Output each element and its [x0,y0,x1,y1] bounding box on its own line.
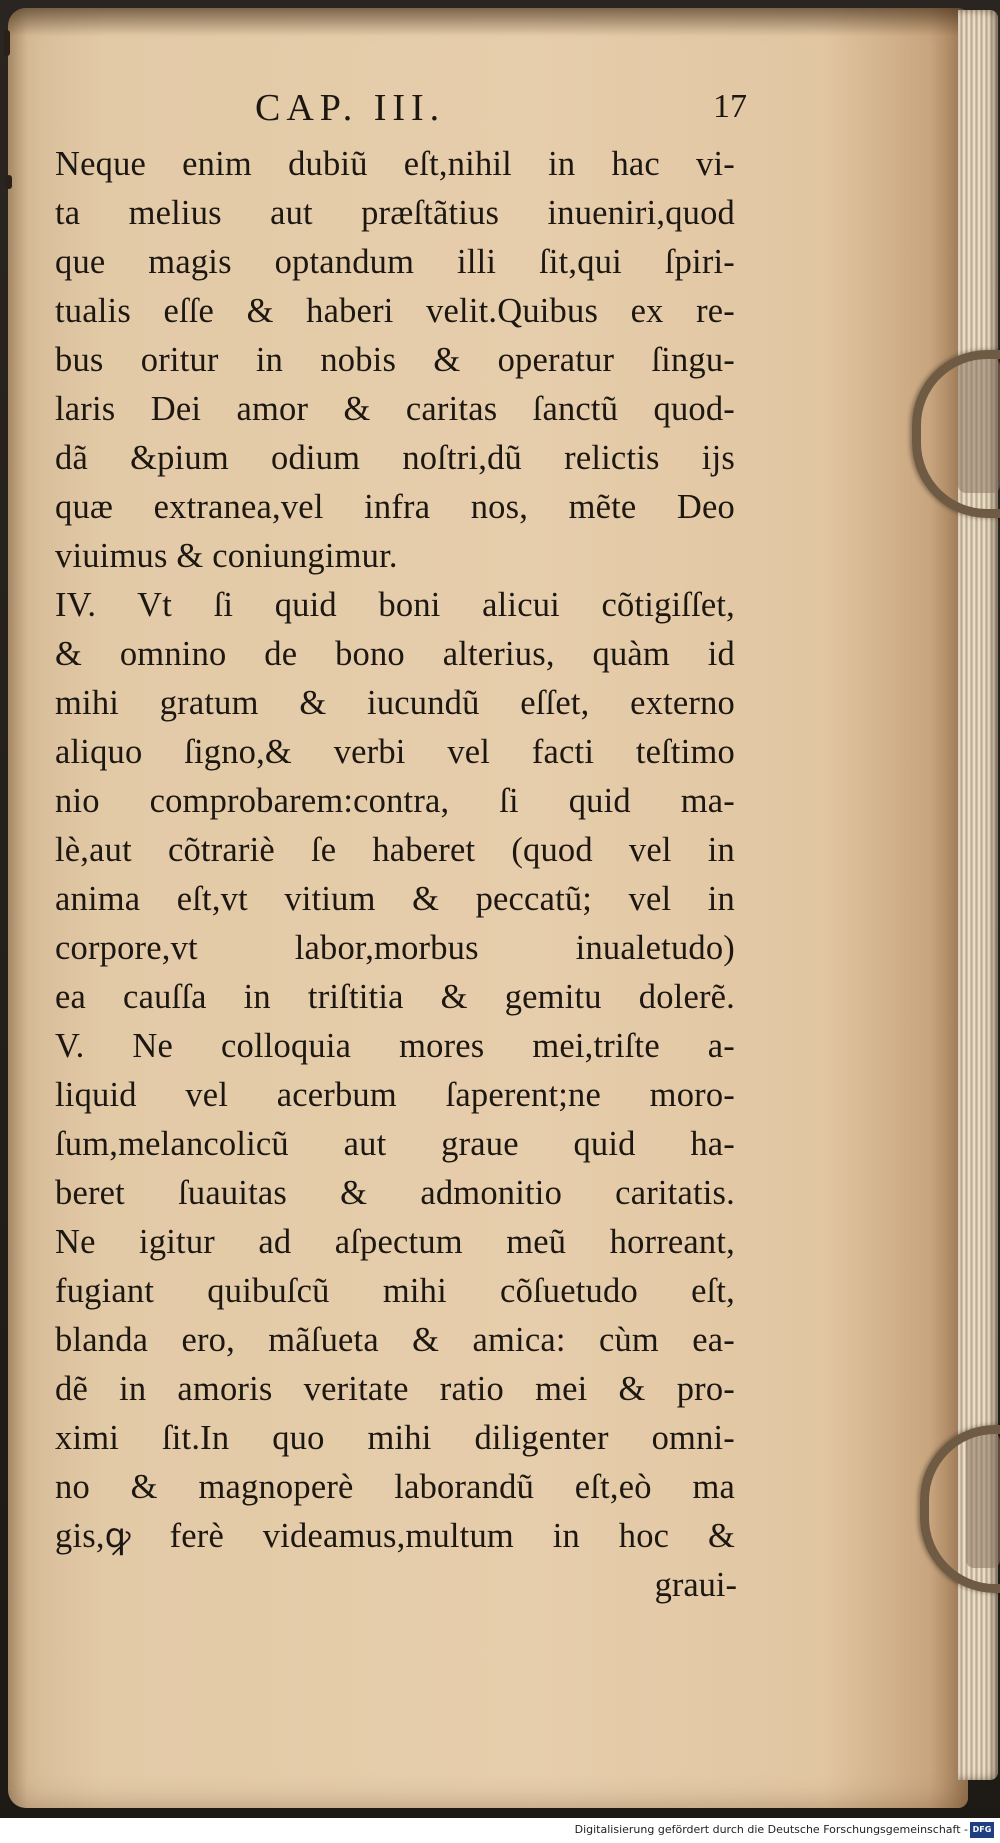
text-line: laris Dei amor & caritas ſanctũ quod- [55,390,735,428]
text-line: corpore,vt labor,morbus inualetudo) [55,929,735,967]
text-line: ea cauſſa in triſtitia & gemitu dolerẽ. [55,978,735,1016]
text-line: IV. Vt ſi quid boni alicui cõtigiſſet, [55,586,735,624]
catchword-row [55,1561,735,1610]
text-line: V. Ne colloquia mores mei,triſte a- [55,1027,735,1065]
text-line: dã &pium odium noſtri,dũ relictis ijs [55,439,735,477]
catchword: graui- [654,1566,737,1604]
text-line: no & magnoperè laborandũ eſt,eò ma [55,1468,735,1506]
text-line: viuimus & coniungimur. [55,537,398,575]
page-top-shadow [8,8,968,36]
text-line: dẽ in amoris veritate ratio mei & pro- [55,1370,735,1408]
text-line: quæ extranea,vel infra nos, mẽte Deo [55,488,735,526]
margin-mark [4,30,10,56]
text-line: tualis eſſe & haberi velit.Quibus ex re- [55,292,735,330]
text-line: ta melius aut præſtãtius inueniri,quod [55,194,735,232]
page-number: 17 [713,88,747,125]
text-line: fugiant quibuſcũ mihi cõſuetudo eſt, [55,1272,735,1310]
margin-mark [6,175,12,189]
text-line: mihi gratum & iucundũ eſſet, externo [55,684,735,722]
chapter-title: CAP. III. [255,87,446,129]
text-line: anima eſt,vt vitium & peccatũ; vel in [55,880,735,918]
text-line: & omnino de bono alterius, quàm id [55,635,735,673]
text-line: gis,ꝙ ferè videamus,multum in hoc & [55,1517,735,1555]
text-line: aliquo ſigno,& verbi vel facti teſtimo [55,733,735,771]
text-line: Neque enim dubiũ eſt,nihil in hac vi- [55,145,735,183]
funding-credit: Digitalisierung gefördert durch die Deutsche Forschungsgemeinschaft - [574,1823,968,1836]
dfg-logo: DFG [970,1822,994,1838]
text-line: que magis optandum illi ſit,qui ſpiri- [55,243,735,281]
text-line: lè,aut cõtrariè ſe haberet (quod vel in [55,831,735,869]
text-line: bus oritur in nobis & operatur ſingu- [55,341,735,379]
text-line: ximi ſit.In quo mihi diligenter omni- [55,1419,735,1457]
text-line: ſum,melancolicũ aut graue quid ha- [55,1125,735,1163]
text-line: beret ſuauitas & admonitio caritatis. [55,1174,735,1212]
digitization-footer [0,1818,1000,1843]
text-line: liquid vel acerbum ſaperent;ne moro- [55,1076,735,1114]
text-line: blanda ero, mãſueta & amica: cùm ea- [55,1321,735,1359]
text-line: nio comprobarem:contra, ſi quid ma- [55,782,735,820]
text-line: Ne igitur ad aſpectum meũ horreant, [55,1223,735,1261]
running-head [55,86,747,132]
page-text-block [55,86,747,1610]
